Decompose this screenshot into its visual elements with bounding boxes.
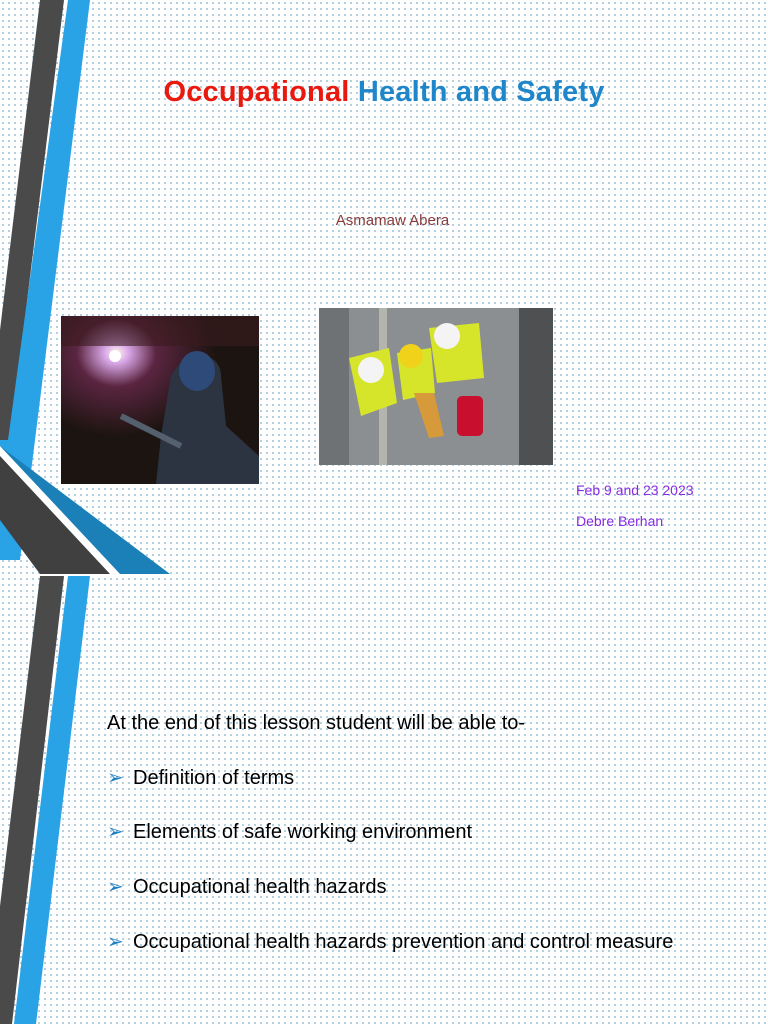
arrow-bullet-icon: ➢ [107, 876, 124, 898]
arrow-bullet-icon: ➢ [107, 931, 124, 953]
presentation-title [0, 76, 768, 109]
welder-photo [61, 316, 259, 484]
slide-decoration [0, 576, 120, 1024]
presentation-location: Debre Berhan [576, 513, 664, 529]
title-word-occupational: Occupational [163, 76, 350, 108]
list-item: ➢ Definition of terms [107, 767, 295, 789]
list-item: ➢ Occupational health hazards [107, 876, 387, 898]
author-name: Asmamaw Abera [335, 212, 450, 229]
title-health-and-safety: Health and Safety [357, 76, 605, 108]
objectives-slide [0, 576, 768, 1024]
presentation-date: Feb 9 and 23 2023 [576, 482, 694, 498]
first-aid-photo [319, 308, 553, 465]
arrow-bullet-icon: ➢ [107, 767, 124, 789]
list-item: ➢ Elements of safe working environment [107, 821, 473, 843]
list-item: ➢ Occupational health hazards prevention and control measure [107, 931, 674, 953]
lesson-objectives-intro: At the end of this lesson student will be able to- [107, 712, 526, 734]
arrow-bullet-icon: ➢ [107, 821, 124, 843]
